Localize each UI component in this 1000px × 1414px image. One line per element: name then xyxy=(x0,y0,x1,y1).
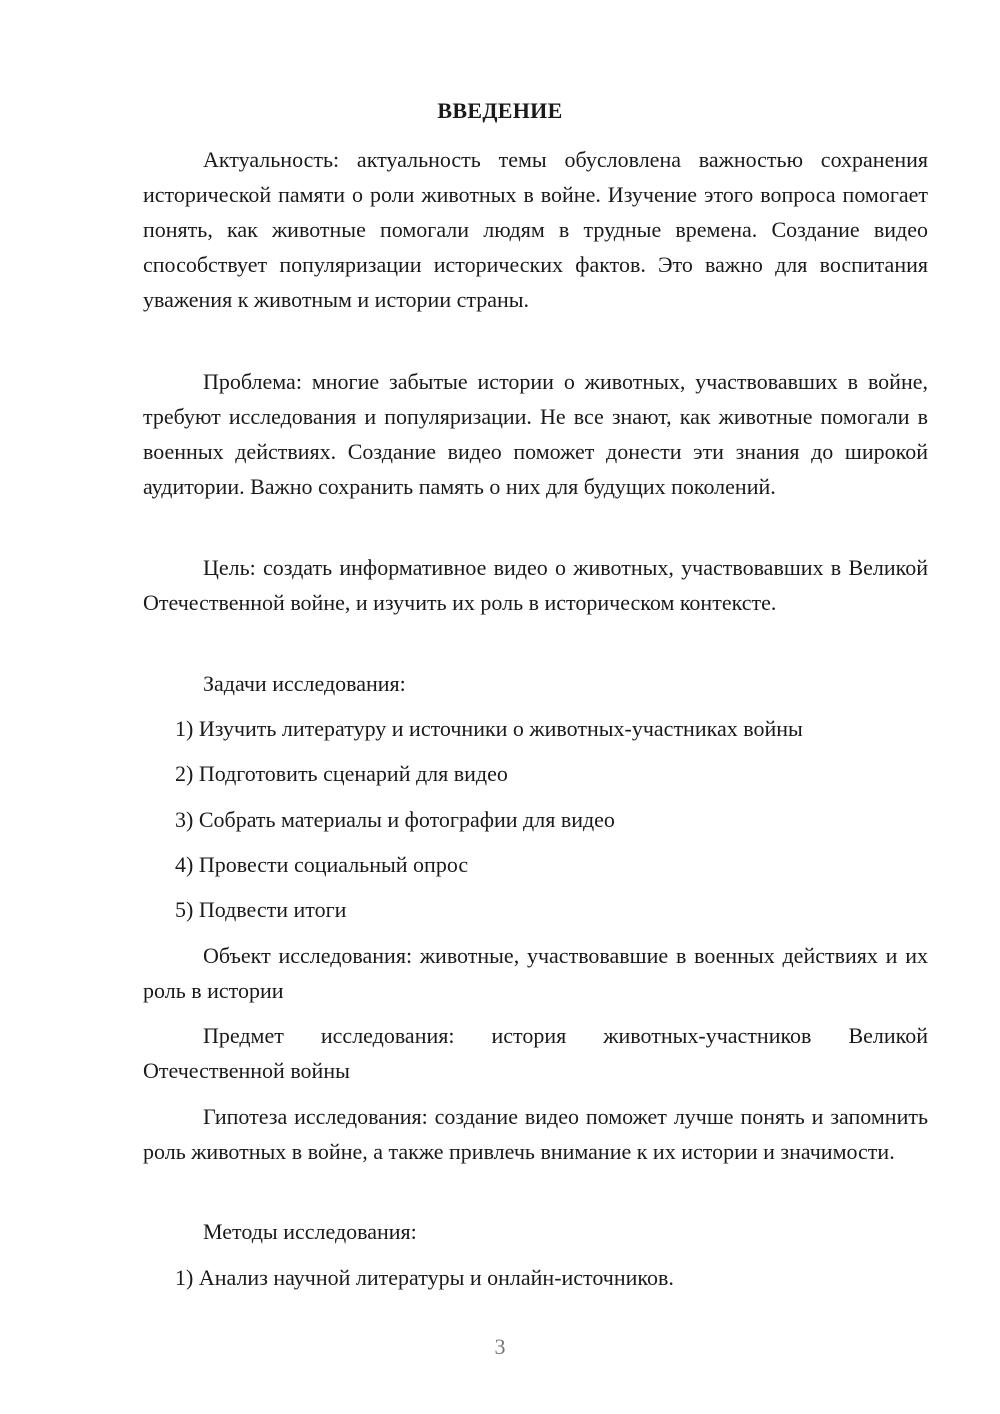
task-item-2: 2) Подготовить сценарий для видео xyxy=(175,761,508,786)
task-item-3: 3) Собрать материалы и фотографии для видео xyxy=(175,807,615,832)
relevance-paragraph: Актуальность: актуальность темы обусловлена важностью сохранения исторической памяти о роли животных в войне. Изучение этого вопроса помогает понять, как животные помогали людям в трудные времена. Создание видео способствует популяризации исторических фактов. Это важно для воспитания уважения к животным и истории страны. xyxy=(143,147,928,312)
task-item-1: 1) Изучить литературу и источники о животных-участниках войны xyxy=(175,716,803,741)
task-item-4: 4) Провести социальный опрос xyxy=(175,852,469,877)
subject-paragraph: Предмет исследования: история животных-участников Великой Отечественной войны xyxy=(143,1023,928,1083)
methods-heading: Методы исследования: xyxy=(203,1219,417,1244)
page-title: ВВЕДЕНИЕ xyxy=(437,98,563,123)
goal-paragraph: Цель: создать информативное видео о животных, участвовавших в Великой Отечественной войне, и изучить их роль в историческом контексте. xyxy=(143,555,928,615)
tasks-heading: Задачи исследования: xyxy=(203,671,406,696)
page-number: 3 xyxy=(494,1334,506,1359)
problem-paragraph: Проблема: многие забытые истории о животных, участвовавших в войне, требуют исследования и популяризации. Не все знают, как животные помогали в военных действиях. Создание видео поможет донести эти знания до широкой аудитории. Важно сохранить память о них для будущих поколений. xyxy=(143,369,928,499)
hypothesis-paragraph: Гипотеза исследования: создание видео поможет лучше понять и запомнить роль животных в войне, а также привлечь внимание к их истории и значимости. xyxy=(143,1104,928,1164)
object-paragraph: Объект исследования: животные, участвовавшие в военных действиях и их роль в истории xyxy=(143,943,928,1003)
method-item-1: 1) Анализ научной литературы и онлайн-источников. xyxy=(175,1265,674,1290)
task-item-5: 5) Подвести итоги xyxy=(175,897,347,922)
